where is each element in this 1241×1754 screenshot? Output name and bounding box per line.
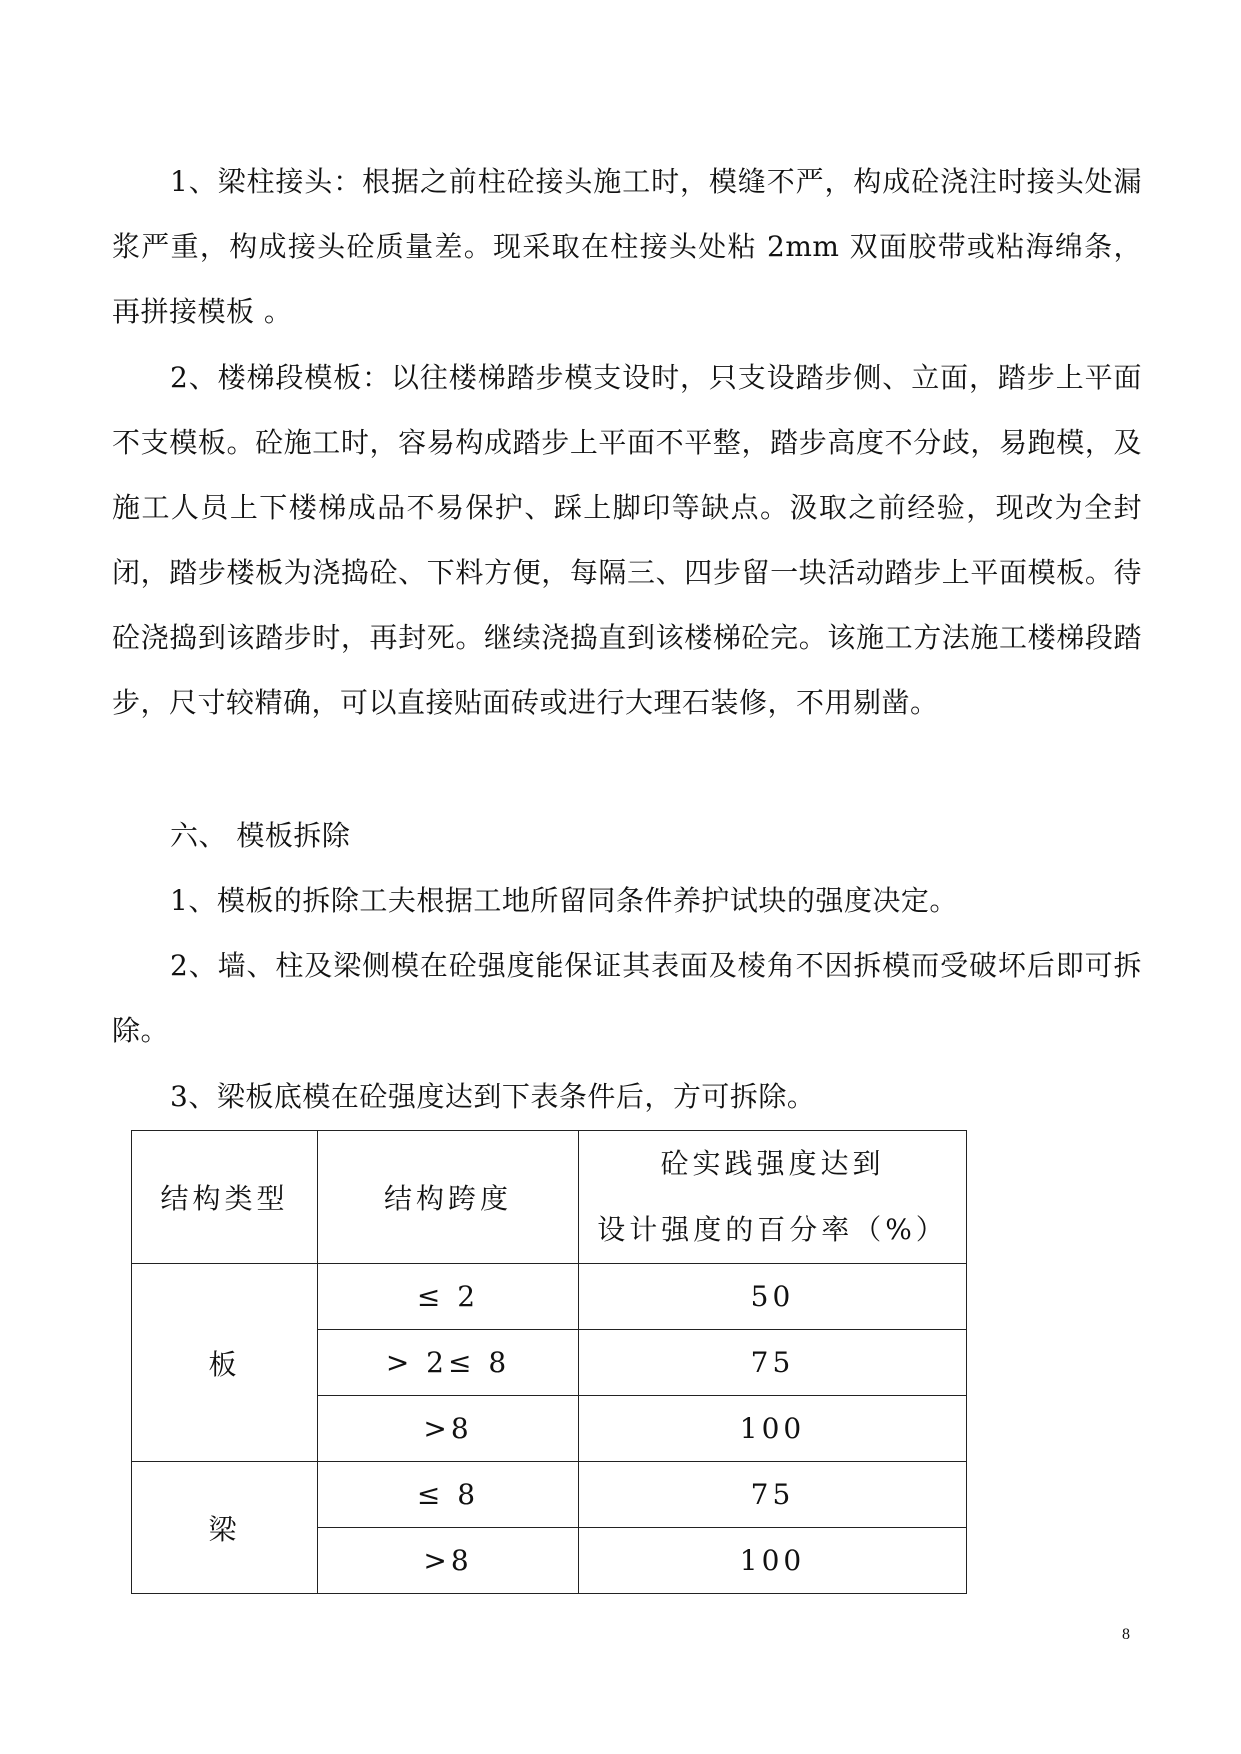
paragraph-bottom-form-removal: 3、梁板底模在砼强度达到下表条件后，方可拆除。 (170, 1080, 816, 1113)
cell-slab-label: 板 (132, 1264, 318, 1462)
table-row (132, 1462, 967, 1528)
page-number: 8 (1122, 1626, 1130, 1643)
paragraph-side-form-removal: 2、墙、柱及梁侧模在砼强度能保证其表面及棱角不因拆模而受破坏后即可拆除。 (112, 949, 1142, 1047)
header-strength-line2: 设计强度的百分率（%） (597, 1213, 948, 1246)
cell-span: ≤ 2 (318, 1264, 579, 1330)
header-strength-percent (579, 1131, 967, 1264)
paragraph-beam-column-joint: 1、梁柱接头：根据之前柱砼接头施工时，模缝不严，构成砼浇注时接头处漏浆严重，构成接头砼质量差。现采取在柱接头处粘 2mm 双面胶带或粘海绵条，再拼接模板 。 (112, 165, 1142, 328)
cell-span: >8 (318, 1528, 579, 1594)
cell-span: >8 (318, 1396, 579, 1462)
cell-percent: 75 (579, 1462, 967, 1528)
cell-percent: 75 (579, 1330, 967, 1396)
header-structure-type: 结构类型 (132, 1131, 318, 1264)
cell-percent: 50 (579, 1264, 967, 1330)
table-row (132, 1264, 967, 1330)
cell-span: > 2≤ 8 (318, 1330, 579, 1396)
cell-percent: 100 (579, 1396, 967, 1462)
header-structure-span: 结构跨度 (318, 1131, 579, 1264)
cell-percent: 100 (579, 1528, 967, 1594)
paragraph-removal-timing: 1、模板的拆除工夫根据工地所留同条件养护试块的强度决定。 (170, 884, 958, 917)
strength-table (131, 1130, 967, 1594)
cell-span: ≤ 8 (318, 1462, 579, 1528)
table-header-row (132, 1131, 967, 1264)
section-heading-formwork-removal: 六、 模板拆除 (170, 819, 351, 852)
cell-beam-label: 梁 (132, 1462, 318, 1594)
paragraph-stair-formwork: 2、楼梯段模板：以往楼梯踏步模支设时，只支设踏步侧、立面，踏步上平面不支模板。砼施工时，容易构成踏步上平面不平整，踏步高度不分歧，易跑模，及施工人员上下楼梯成品不易保护、踩上脚印等缺点。汲取之前经验，现改为全封闭，踏步楼板为浇捣砼、下料方便，每隔三、四步留一块活动踏步上平面模板。待砼浇捣到该踏步时，再封死。继续浇捣直到该楼梯砼完。该施工方法施工楼梯段踏步，尺寸较精确，可以直接贴面砖或进行大理石装修，不用剔凿。 (112, 361, 1142, 719)
header-strength-line1: 砼实践强度达到 (660, 1147, 885, 1180)
